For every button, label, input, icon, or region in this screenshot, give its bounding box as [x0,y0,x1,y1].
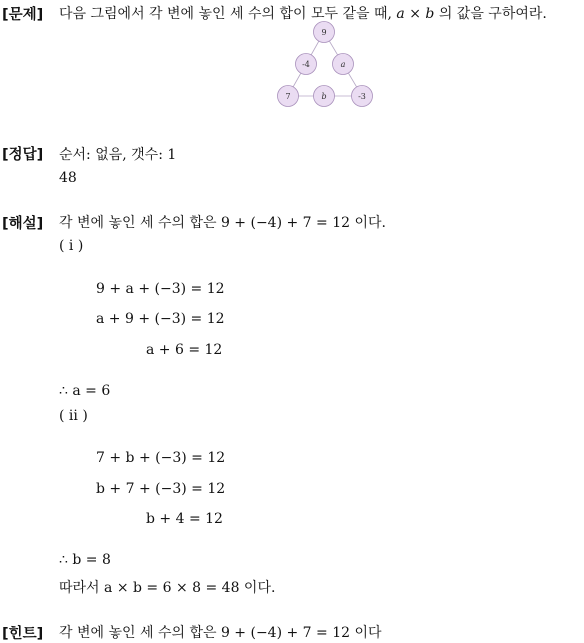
case1-eq3: a + 6 = 12 [146,342,223,358]
solution-intro: 각 변에 놓인 세 수의 합은 9 + (−4) + 7 = 12 이다. [59,215,386,231]
node-label-bottom-left: 7 [285,92,291,101]
solution-conclusion: 따라서 a × b = 6 × 8 = 48 이다. [59,580,276,596]
problem-times: × [404,6,426,22]
case2-result: ∴ b = 8 [59,552,111,568]
problem-text-after: 의 값을 구하여라. [434,6,547,22]
node-label-top: 9 [321,28,327,37]
case1-eq2: a + 9 + (−3) = 12 [96,311,225,327]
node-label-mid-right: a [340,60,346,69]
triangle-figure [272,20,376,112]
node-label-bottom-right: -3 [358,92,366,101]
node-label-mid-left: -4 [302,60,310,69]
solution-tag: [해설] [2,216,44,232]
case2-eq1: 7 + b + (−3) = 12 [96,450,226,466]
case1-eq1: 9 + a + (−3) = 12 [96,281,225,297]
case1-result: ∴ a = 6 [59,383,111,399]
case2-eq2: b + 7 + (−3) = 12 [96,481,226,497]
answer-meta: 순서: 없음, 갯수: 1 [59,147,177,163]
case2-eq3: b + 4 = 12 [146,511,223,527]
problem-text-before: 다음 그림에서 각 변에 놓인 세 수의 합이 모두 같을 때, [59,6,397,22]
node-label-bottom-mid: b [321,92,327,101]
case2-label: ( ii ) [59,408,88,424]
problem-var-b: b [425,6,435,22]
problem-tag: [문제] [2,7,44,23]
problem-var-a: a [396,6,405,22]
hint-tag: [힌트] [2,626,44,642]
hint-text: 각 변에 놓인 세 수의 합은 9 + (−4) + 7 = 12 이다 [59,625,382,641]
case1-label: ( i ) [59,238,84,254]
answer-tag: [정답] [2,147,44,163]
answer-value: 48 [59,170,77,186]
